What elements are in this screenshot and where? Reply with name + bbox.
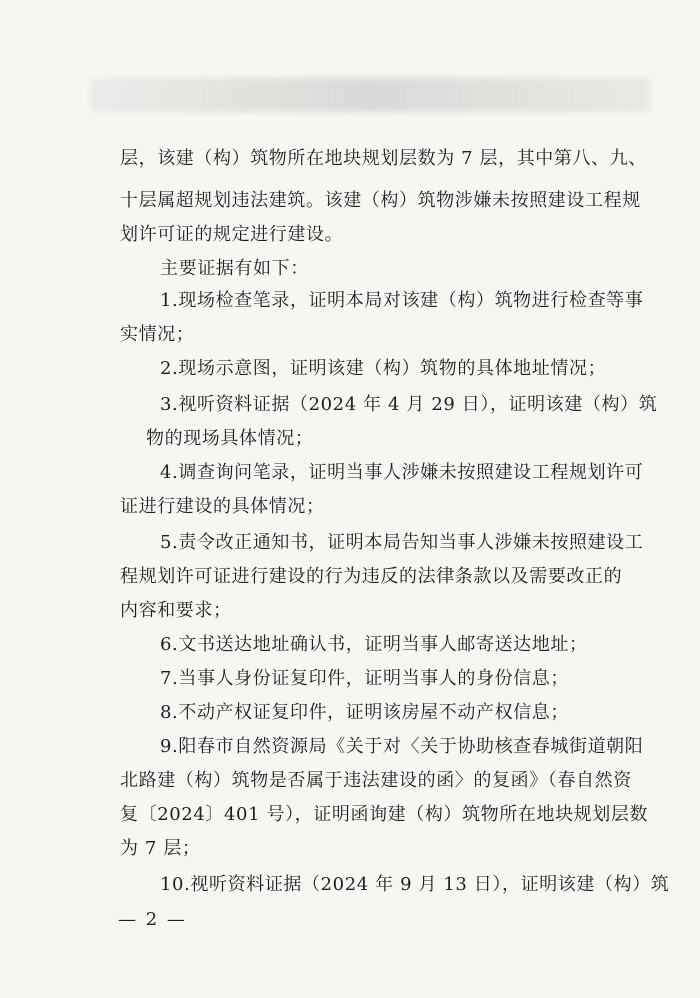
text-line-6: 实情况；	[120, 324, 195, 345]
text-line-20: 复〔2024〕401 号），证明函询建（构）筑物所在地块规划层数	[120, 804, 649, 825]
text-line-1: 层，该建（构）筑物所在地块规划层数为 7 层，其中第八、九、	[120, 148, 647, 169]
text-line-21: 为 7 层；	[120, 838, 201, 859]
text-line-7: 2.现场示意图，证明该建（构）筑物的具体地址情况；	[160, 358, 607, 379]
text-line-8: 3.视听资料证据（2024 年 4 月 29 日），证明该建（构）筑	[160, 394, 658, 415]
text-line-13: 程规划许可证进行建设的行为违反的法律条款以及需要改正的	[120, 566, 623, 587]
text-line-22: 10.视听资料证据（2024 年 9 月 13 日），证明该建（构）筑	[160, 874, 670, 895]
text-line-11: 证进行建设的具体情况；	[120, 496, 325, 517]
text-line-17: 8.不动产权证复印件，证明该房屋不动产权信息；	[160, 702, 569, 723]
text-line-10: 4.调查询问笔录，证明当事人涉嫌未按照建设工程规划许可	[160, 462, 644, 483]
text-line-2: 十层属超规划违法建筑。该建（构）筑物涉嫌未按照建设工程规	[120, 190, 641, 211]
text-line-12: 5.责令改正通知书，证明本局告知当事人涉嫌未按照建设工	[160, 532, 644, 553]
text-line-9: 物的现场具体情况；	[146, 428, 314, 449]
text-line-3: 划许可证的规定进行建设。	[120, 224, 344, 245]
text-line-4: 主要证据有如下：	[160, 258, 309, 279]
show-through-heading	[90, 78, 650, 112]
text-line-15: 6.文书送达地址确认书，证明当事人邮寄送达地址；	[160, 634, 588, 655]
page-number: — 2 —	[118, 909, 187, 930]
text-line-5: 1.现场检查笔录，证明本局对该建（构）筑物进行检查等事	[160, 290, 644, 311]
text-line-18: 9.阳春市自然资源局《关于对〈关于协助核查春城街道朝阳	[160, 736, 644, 757]
text-line-19: 北路建（构）筑物是否属于违法建设的函〉的复函》（春自然资	[120, 770, 632, 791]
text-line-14: 内容和要求；	[120, 600, 232, 621]
text-line-16: 7.当事人身份证复印件，证明当事人的身份信息；	[160, 668, 569, 689]
